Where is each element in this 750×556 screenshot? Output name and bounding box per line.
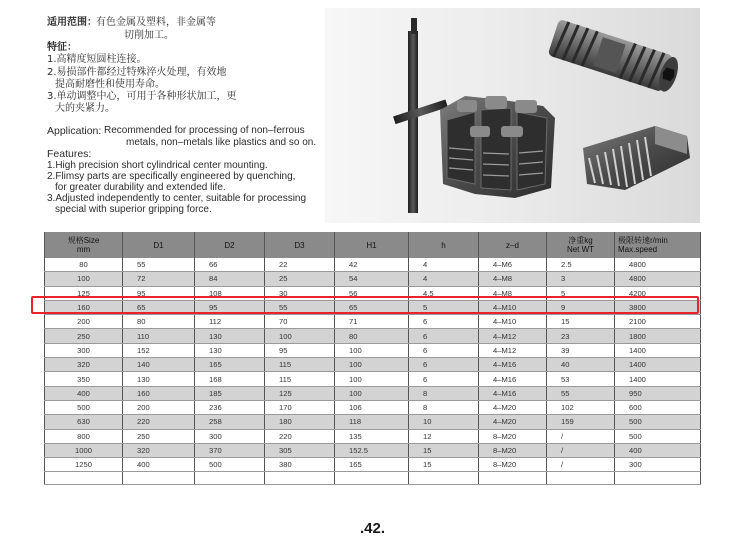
header-d1: D1 bbox=[123, 232, 195, 258]
cell-h: 12 bbox=[409, 429, 479, 443]
cell-max-speed: 3800 bbox=[615, 300, 701, 314]
cell-net-weight: 102 bbox=[547, 400, 615, 414]
cell-size: 250 bbox=[45, 329, 123, 343]
cell-h1: 165 bbox=[335, 458, 409, 472]
cell-d3: 305 bbox=[265, 443, 335, 457]
cell-net-weight: 40 bbox=[547, 358, 615, 372]
cell-d1: 80 bbox=[123, 315, 195, 329]
en-feature-2b: for greater durability and extended life. bbox=[55, 182, 226, 193]
cell-h1: 135 bbox=[335, 429, 409, 443]
cell-h1: 118 bbox=[335, 415, 409, 429]
cell-h1: 100 bbox=[335, 372, 409, 386]
cell-h1: 100 bbox=[335, 343, 409, 357]
cell-max-speed: 1400 bbox=[615, 372, 701, 386]
cell-net-weight: / bbox=[547, 443, 615, 457]
cell-h1: 100 bbox=[335, 386, 409, 400]
cell-d2: 66 bbox=[195, 258, 265, 272]
cell-empty bbox=[45, 472, 123, 485]
cell-size: 400 bbox=[45, 386, 123, 400]
cell-zd: 4–M16 bbox=[479, 386, 547, 400]
cell-d1: 152 bbox=[123, 343, 195, 357]
cell-h: 15 bbox=[409, 458, 479, 472]
cell-max-speed: 500 bbox=[615, 415, 701, 429]
cell-d3: 70 bbox=[265, 315, 335, 329]
cell-d2: 300 bbox=[195, 429, 265, 443]
cell-empty bbox=[479, 472, 547, 485]
en-feature-2a: 2.Flimsy parts are specifically engineered by quenching, bbox=[47, 171, 296, 182]
cell-net-weight: 159 bbox=[547, 415, 615, 429]
cell-d3: 115 bbox=[265, 358, 335, 372]
cell-d3: 220 bbox=[265, 429, 335, 443]
cell-zd: 8–M20 bbox=[479, 458, 547, 472]
cell-zd: 4–M20 bbox=[479, 400, 547, 414]
cell-h: 4 bbox=[409, 258, 479, 272]
header-net-weight-en: Net WT bbox=[566, 245, 595, 254]
cell-d3: 115 bbox=[265, 372, 335, 386]
header-h: h bbox=[409, 232, 479, 258]
cell-max-speed: 1400 bbox=[615, 358, 701, 372]
table-row bbox=[45, 386, 701, 400]
cell-d1: 130 bbox=[123, 372, 195, 386]
en-application-line2: metals, non–metals like plastics and so on. bbox=[126, 137, 317, 148]
page-number: .42. bbox=[360, 520, 386, 537]
header-h1: H1 bbox=[335, 232, 409, 258]
cell-d3: 100 bbox=[265, 329, 335, 343]
cell-h: 5 bbox=[409, 300, 479, 314]
table-row bbox=[45, 272, 701, 286]
cell-d2: 95 bbox=[195, 300, 265, 314]
product-photo bbox=[325, 8, 700, 223]
cell-size: 80 bbox=[45, 258, 123, 272]
cell-d3: 180 bbox=[265, 415, 335, 429]
cell-d2: 236 bbox=[195, 400, 265, 414]
cell-d1: 160 bbox=[123, 386, 195, 400]
cell-net-weight: / bbox=[547, 458, 615, 472]
cell-net-weight: 3 bbox=[547, 272, 615, 286]
cell-d1: 55 bbox=[123, 258, 195, 272]
cell-h1: 54 bbox=[335, 272, 409, 286]
table-row-empty bbox=[45, 472, 701, 485]
cell-size: 500 bbox=[45, 400, 123, 414]
cell-h: 6 bbox=[409, 315, 479, 329]
cell-zd: 4–M20 bbox=[479, 415, 547, 429]
cell-h: 10 bbox=[409, 415, 479, 429]
cell-h: 6 bbox=[409, 372, 479, 386]
header-size-cn: 规格Size bbox=[67, 236, 100, 245]
cell-h: 6 bbox=[409, 329, 479, 343]
toothed-jaw bbox=[583, 126, 690, 190]
cell-max-speed: 1800 bbox=[615, 329, 701, 343]
cell-zd: 4–M6 bbox=[479, 258, 547, 272]
table-row bbox=[45, 358, 701, 372]
cell-zd: 4–M16 bbox=[479, 358, 547, 372]
cn-scope-line2: 切削加工。 bbox=[124, 30, 174, 41]
cell-d1: 95 bbox=[123, 286, 195, 300]
cell-d3: 380 bbox=[265, 458, 335, 472]
cell-d3: 30 bbox=[265, 286, 335, 300]
cell-h1: 100 bbox=[335, 358, 409, 372]
table-body bbox=[45, 258, 701, 485]
cn-feature-2a: 2.易损部件都经过特殊淬火处理，有效地 bbox=[47, 67, 227, 78]
cell-d1: 200 bbox=[123, 400, 195, 414]
table-row bbox=[45, 315, 701, 329]
cn-feature-2b: 提高耐磨性和使用寿命。 bbox=[55, 79, 165, 90]
cell-d3: 125 bbox=[265, 386, 335, 400]
cell-h1: 65 bbox=[335, 300, 409, 314]
en-application-line1: Recommended for processing of non–ferrous bbox=[104, 125, 305, 136]
cn-feature-1: 1.高精度短圆柱连接。 bbox=[47, 54, 147, 65]
cell-h: 4.5 bbox=[409, 286, 479, 300]
cell-h: 6 bbox=[409, 343, 479, 357]
cell-net-weight: 9 bbox=[547, 300, 615, 314]
cell-d2: 130 bbox=[195, 329, 265, 343]
cell-max-speed: 1400 bbox=[615, 343, 701, 357]
highlight-frame bbox=[31, 296, 699, 314]
cn-feature-3a: 3.单动调整中心，可用于各种形状加工，更 bbox=[47, 91, 237, 102]
cell-zd: 4–M16 bbox=[479, 372, 547, 386]
cell-empty bbox=[265, 472, 335, 485]
cell-zd: 4–M8 bbox=[479, 272, 547, 286]
cell-empty bbox=[335, 472, 409, 485]
cell-d3: 55 bbox=[265, 300, 335, 314]
table-row bbox=[45, 343, 701, 357]
cell-net-weight: 23 bbox=[547, 329, 615, 343]
cell-zd: 8–M20 bbox=[479, 443, 547, 457]
table-row bbox=[45, 400, 701, 414]
table-row bbox=[45, 443, 701, 457]
cell-d3: 22 bbox=[265, 258, 335, 272]
cell-d1: 220 bbox=[123, 415, 195, 429]
cell-empty bbox=[409, 472, 479, 485]
cell-size: 200 bbox=[45, 315, 123, 329]
cell-max-speed: 4800 bbox=[615, 272, 701, 286]
cell-net-weight: 2.5 bbox=[547, 258, 615, 272]
table-row bbox=[45, 458, 701, 472]
en-features-label: Features: bbox=[47, 148, 92, 160]
cell-d1: 110 bbox=[123, 329, 195, 343]
cell-h1: 152.5 bbox=[335, 443, 409, 457]
cn-features-label: 特征： bbox=[47, 42, 77, 53]
en-feature-1: 1.High precision short cylindrical center mounting. bbox=[47, 160, 268, 171]
jaw-set bbox=[440, 96, 555, 198]
cell-zd: 8–M20 bbox=[479, 429, 547, 443]
cell-d1: 400 bbox=[123, 458, 195, 472]
cell-size: 630 bbox=[45, 415, 123, 429]
cell-h1: 80 bbox=[335, 329, 409, 343]
cell-max-speed: 400 bbox=[615, 443, 701, 457]
cell-d2: 84 bbox=[195, 272, 265, 286]
cell-h1: 71 bbox=[335, 315, 409, 329]
cell-size: 350 bbox=[45, 372, 123, 386]
cell-net-weight: / bbox=[547, 429, 615, 443]
cell-zd: 4–M8 bbox=[479, 286, 547, 300]
cell-zd: 4–M12 bbox=[479, 343, 547, 357]
cell-h: 8 bbox=[409, 386, 479, 400]
cell-max-speed: 500 bbox=[615, 429, 701, 443]
cn-scope-line1: 有色金属及塑料，非金属等 bbox=[96, 17, 216, 28]
cell-d2: 168 bbox=[195, 372, 265, 386]
cell-max-speed: 2100 bbox=[615, 315, 701, 329]
cell-max-speed: 4800 bbox=[615, 258, 701, 272]
header-max-speed-cn: 极限转速r/min bbox=[618, 236, 668, 245]
cell-empty bbox=[615, 472, 701, 485]
cell-size: 100 bbox=[45, 272, 123, 286]
cell-empty bbox=[123, 472, 195, 485]
header-max-speed-en: Max.speed bbox=[618, 245, 658, 254]
cell-d2: 165 bbox=[195, 358, 265, 372]
header-zd: z–d bbox=[479, 232, 547, 258]
cell-zd: 4–M10 bbox=[479, 300, 547, 314]
cell-h1: 42 bbox=[335, 258, 409, 272]
lead-screw bbox=[548, 19, 682, 95]
cell-h: 15 bbox=[409, 443, 479, 457]
cell-h: 8 bbox=[409, 400, 479, 414]
cn-scope-label: 适用范围： bbox=[47, 17, 97, 28]
header-net-weight bbox=[547, 232, 615, 258]
cell-d2: 258 bbox=[195, 415, 265, 429]
cell-d3: 95 bbox=[265, 343, 335, 357]
table-row bbox=[45, 372, 701, 386]
cell-size: 1250 bbox=[45, 458, 123, 472]
header-size-en: mm bbox=[76, 245, 91, 254]
cell-d2: 130 bbox=[195, 343, 265, 357]
cell-size: 800 bbox=[45, 429, 123, 443]
cell-size: 1000 bbox=[45, 443, 123, 457]
cell-h: 4 bbox=[409, 272, 479, 286]
cell-net-weight: 55 bbox=[547, 386, 615, 400]
cell-h1: 56 bbox=[335, 286, 409, 300]
cell-size: 320 bbox=[45, 358, 123, 372]
cell-size: 300 bbox=[45, 343, 123, 357]
cell-zd: 4–M12 bbox=[479, 329, 547, 343]
en-feature-3b: special with superior gripping force. bbox=[55, 204, 212, 215]
cell-d2: 112 bbox=[195, 315, 265, 329]
cell-max-speed: 4200 bbox=[615, 286, 701, 300]
cell-d1: 72 bbox=[123, 272, 195, 286]
header-d2: D2 bbox=[195, 232, 265, 258]
chuck-parts-illustration bbox=[325, 8, 700, 223]
header-d3: D3 bbox=[265, 232, 335, 258]
table-row bbox=[45, 258, 701, 272]
cell-d2: 185 bbox=[195, 386, 265, 400]
cn-feature-3b: 大的夹紧力。 bbox=[55, 103, 115, 114]
cell-zd: 4–M10 bbox=[479, 315, 547, 329]
en-feature-3a: 3.Adjusted independently to center, suitable for processing bbox=[47, 193, 307, 204]
cell-net-weight: 53 bbox=[547, 372, 615, 386]
cell-size: 160 bbox=[45, 300, 123, 314]
table-header-row bbox=[45, 232, 701, 258]
cell-d2: 370 bbox=[195, 443, 265, 457]
cell-d1: 140 bbox=[123, 358, 195, 372]
header-net-weight-cn: 净重kg bbox=[568, 236, 593, 245]
header-max-speed bbox=[615, 232, 701, 258]
t-wrench bbox=[393, 18, 448, 213]
cell-empty bbox=[195, 472, 265, 485]
table-row bbox=[45, 415, 701, 429]
cell-net-weight: 15 bbox=[547, 315, 615, 329]
cell-d3: 170 bbox=[265, 400, 335, 414]
cell-h: 6 bbox=[409, 358, 479, 372]
cell-d1: 250 bbox=[123, 429, 195, 443]
cell-d1: 65 bbox=[123, 300, 195, 314]
cell-size: 125 bbox=[45, 286, 123, 300]
cell-net-weight: 39 bbox=[547, 343, 615, 357]
cell-max-speed: 600 bbox=[615, 400, 701, 414]
cell-net-weight: 5 bbox=[547, 286, 615, 300]
cell-d1: 320 bbox=[123, 443, 195, 457]
en-application-label: Application: bbox=[47, 125, 102, 137]
header-size bbox=[45, 232, 123, 258]
cell-empty bbox=[547, 472, 615, 485]
table-row bbox=[45, 429, 701, 443]
cell-h1: 106 bbox=[335, 400, 409, 414]
cell-max-speed: 950 bbox=[615, 386, 701, 400]
table-row bbox=[45, 329, 701, 343]
cell-max-speed: 300 bbox=[615, 458, 701, 472]
spec-table bbox=[44, 232, 701, 485]
cell-d2: 500 bbox=[195, 458, 265, 472]
cell-d2: 108 bbox=[195, 286, 265, 300]
cell-d3: 25 bbox=[265, 272, 335, 286]
